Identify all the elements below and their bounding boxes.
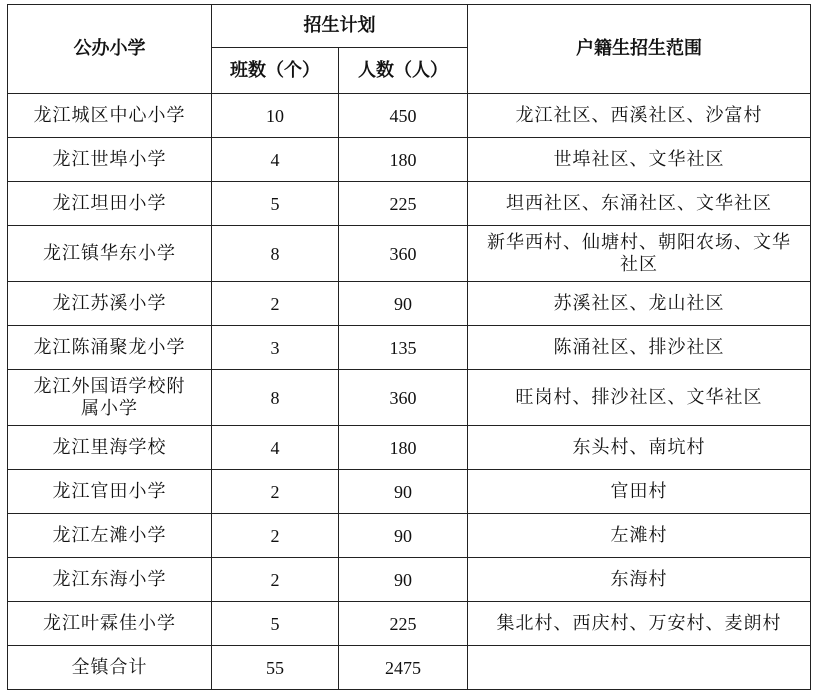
school-name: 龙江左滩小学 — [8, 514, 212, 558]
table-row — [8, 514, 811, 558]
class-count: 5 — [212, 602, 339, 646]
enrollment-scope: 世埠社区、文华社区 — [468, 138, 811, 182]
enrollment-scope: 东海村 — [468, 558, 811, 602]
table-row — [8, 370, 811, 426]
total-row — [8, 646, 811, 690]
student-count: 180 — [339, 138, 468, 182]
table-row — [8, 182, 811, 226]
enrollment-scope: 陈涌社区、排沙社区 — [468, 326, 811, 370]
school-name: 龙江东海小学 — [8, 558, 212, 602]
table-row — [8, 426, 811, 470]
school-name: 龙江镇华东小学 — [8, 226, 212, 282]
student-count: 225 — [339, 602, 468, 646]
school-name: 龙江官田小学 — [8, 470, 212, 514]
school-name: 龙江坦田小学 — [8, 182, 212, 226]
total-class-count: 55 — [212, 646, 339, 690]
table-row — [8, 470, 811, 514]
student-count: 450 — [339, 94, 468, 138]
student-count: 90 — [339, 282, 468, 326]
student-count: 360 — [339, 370, 468, 426]
student-count: 90 — [339, 470, 468, 514]
header-row-top — [8, 5, 811, 48]
table-row — [8, 602, 811, 646]
school-name: 龙江外国语学校附属小学 — [8, 370, 212, 426]
table-row — [8, 138, 811, 182]
class-count: 10 — [212, 94, 339, 138]
enrollment-plan-table — [7, 4, 811, 690]
enrollment-scope: 集北村、西庆村、万安村、麦朗村 — [468, 602, 811, 646]
school-name: 龙江城区中心小学 — [8, 94, 212, 138]
student-count: 90 — [339, 558, 468, 602]
student-count: 90 — [339, 514, 468, 558]
student-count: 135 — [339, 326, 468, 370]
class-count: 2 — [212, 558, 339, 602]
school-name: 龙江陈涌聚龙小学 — [8, 326, 212, 370]
header-classes: 班数（个） — [212, 48, 339, 94]
table-row — [8, 282, 811, 326]
school-name: 龙江叶霖佳小学 — [8, 602, 212, 646]
table-row — [8, 326, 811, 370]
school-name: 龙江苏溪小学 — [8, 282, 212, 326]
student-count: 225 — [339, 182, 468, 226]
header-school: 公办小学 — [8, 5, 212, 94]
class-count: 8 — [212, 226, 339, 282]
student-count: 360 — [339, 226, 468, 282]
class-count: 8 — [212, 370, 339, 426]
class-count: 2 — [212, 282, 339, 326]
total-student-count: 2475 — [339, 646, 468, 690]
enrollment-scope: 苏溪社区、龙山社区 — [468, 282, 811, 326]
table-row — [8, 558, 811, 602]
enrollment-scope: 坦西社区、东涌社区、文华社区 — [468, 182, 811, 226]
class-count: 2 — [212, 514, 339, 558]
enrollment-scope: 旺岗村、排沙社区、文华社区 — [468, 370, 811, 426]
class-count: 4 — [212, 426, 339, 470]
enrollment-scope: 官田村 — [468, 470, 811, 514]
header-scope: 户籍生招生范围 — [468, 5, 811, 94]
school-name: 龙江世埠小学 — [8, 138, 212, 182]
enrollment-scope: 新华西村、仙塘村、朝阳农场、文华社区 — [468, 226, 811, 282]
header-plan-group: 招生计划 — [212, 5, 468, 48]
table-row — [8, 94, 811, 138]
header-people: 人数（人） — [339, 48, 468, 94]
enrollment-scope: 东头村、南坑村 — [468, 426, 811, 470]
class-count: 4 — [212, 138, 339, 182]
school-name: 龙江里海学校 — [8, 426, 212, 470]
table-row — [8, 226, 811, 282]
enrollment-scope: 左滩村 — [468, 514, 811, 558]
class-count: 3 — [212, 326, 339, 370]
student-count: 180 — [339, 426, 468, 470]
total-scope — [468, 646, 811, 690]
total-label: 全镇合计 — [8, 646, 212, 690]
class-count: 5 — [212, 182, 339, 226]
enrollment-scope: 龙江社区、西溪社区、沙富村 — [468, 94, 811, 138]
class-count: 2 — [212, 470, 339, 514]
